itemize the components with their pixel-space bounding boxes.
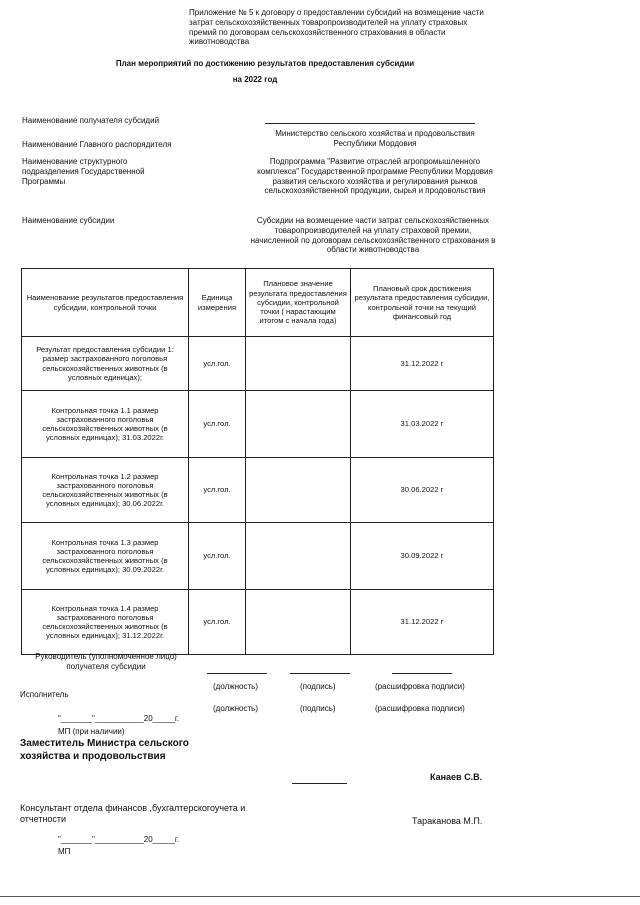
mp-optional: МП (при наличии) — [58, 727, 125, 736]
position-line — [207, 673, 267, 674]
position-caption: (должность) — [213, 682, 258, 691]
table-header-row — [22, 269, 494, 337]
date-line-2: "_______"___________20_____г. — [58, 835, 180, 844]
row-value — [246, 590, 351, 655]
header-value: Плановое значение результата предоставления субсидии, контрольной точки ( нарастающим итогом с начала года) — [246, 269, 351, 337]
signature-caption-2: (подпись) — [300, 704, 336, 713]
position-caption-2: (должность) — [213, 704, 258, 713]
row-name: Контрольная точка 1.3 размер застрахованного поголовья сельскохозяйственных животных (в условных единицах); 30.09.2022г. — [22, 523, 189, 590]
row-unit: усл.гол. — [189, 458, 246, 523]
row-name: Контрольная точка 1.4 размер застрахованного поголовья сельскохозяйственных животных (в условных единицах); 31.12.2022г. — [22, 590, 189, 655]
table-row — [22, 337, 494, 391]
row-name: Контрольная точка 1.1 размер застрахованного поголовья сельскохозяйственных животных (в условных единицах); 31.03.2022г. — [22, 391, 189, 458]
decoding-line — [392, 673, 452, 674]
row-unit: усл.гол. — [189, 523, 246, 590]
table-row — [22, 523, 494, 590]
row-unit: усл.гол. — [189, 590, 246, 655]
row-name: Результат предоставления субсидии 1: размер застрахованного поголовья сельскохозяйственных животных (в условных единицах); — [22, 337, 189, 391]
structural-label: Наименование структурного подразделения Государственной Программы — [22, 157, 145, 186]
row-unit: усл.гол. — [189, 337, 246, 391]
mp-label: МП — [58, 847, 71, 856]
page-title: План мероприятий по достижению результатов предоставления субсидии — [115, 59, 415, 68]
subsidy-label: Наименование субсидии — [22, 216, 115, 225]
page-bottom-rule — [0, 896, 640, 897]
head-label: Руководитель (уполномоченное лицо) получателя субсидии — [35, 652, 177, 671]
row-deadline: 31.12.2022 г — [351, 337, 494, 391]
row-name: Контрольная точка 1.2 размер застрахованного поголовья сельскохозяйственных животных (в условных единицах); 30.06.2022г. — [22, 458, 189, 523]
table-row — [22, 391, 494, 458]
appendix-note: Приложение № 5 к договору о предоставлении субсидий на возмещение части затрат сельскохозяйственных товаропроизводителей на уплату страховых премий по договорам сельскохозяйственного страхования в области животноводства — [189, 8, 484, 47]
table-row — [22, 590, 494, 655]
row-unit: усл.гол. — [189, 391, 246, 458]
header-name: Наименование результатов предоставления субсидии, контрольной точки — [22, 269, 189, 337]
manager-label: Наименование Главного распорядителя — [22, 140, 172, 149]
plan-table — [21, 268, 494, 655]
consultant-name: Тараканова М.П. — [412, 816, 483, 826]
signature-caption: (подпись) — [300, 682, 336, 691]
row-value — [246, 523, 351, 590]
row-value — [246, 391, 351, 458]
signature-line — [290, 673, 350, 674]
row-deadline: 30.06.2022 г — [351, 458, 494, 523]
row-value — [246, 458, 351, 523]
row-deadline: 30.09.2022 г — [351, 523, 494, 590]
header-unit: Единица измерения — [189, 269, 246, 337]
deputy-title: Заместитель Министра сельского хозяйства и продовольствия — [20, 738, 189, 762]
row-value — [246, 337, 351, 391]
page-subtitle-year: на 2022 год — [232, 75, 278, 84]
consultant-title: Консультант отдела финансов ,бухгалтерскогоучета и отчетности — [20, 803, 246, 824]
decoding-caption-2: (расшифровка подписи) — [375, 704, 465, 713]
row-deadline: 31.12.2022 г — [351, 590, 494, 655]
deputy-name: Канаев С.В. — [430, 772, 483, 782]
decoding-caption: (расшифровка подписи) — [375, 682, 465, 691]
date-line: "_______"___________20_____г. — [58, 714, 180, 723]
manager-value: Министерство сельского хозяйства и продовольствия Республики Мордовия — [275, 129, 475, 148]
subsidy-value: Субсидии на возмещение части затрат сельскохозяйственных товаропроизводителей на уплату страховой премии, начисленной по договорам сельскохозяйственного страхования в области животноводства — [250, 216, 496, 255]
row-deadline: 31.03.2022 г — [351, 391, 494, 458]
structural-value: Подпрограмма "Развитие отраслей агропромышленного комплекса" Государственной программе Республики Мордовия развития сельского хозяйства и регулирования рынков сельскохозяйственной продукции, сырья и продовольствия — [257, 157, 493, 196]
executor-label: Исполнитель — [20, 690, 69, 699]
header-deadline: Плановый срок достижения результата предоставления субсидии, контрольной точки на текущий финансовый год — [351, 269, 494, 337]
recipient-line — [265, 123, 475, 124]
deputy-signature-line — [292, 783, 347, 784]
table-row — [22, 458, 494, 523]
recipient-label: Наименование получателя субсидий — [22, 116, 160, 125]
